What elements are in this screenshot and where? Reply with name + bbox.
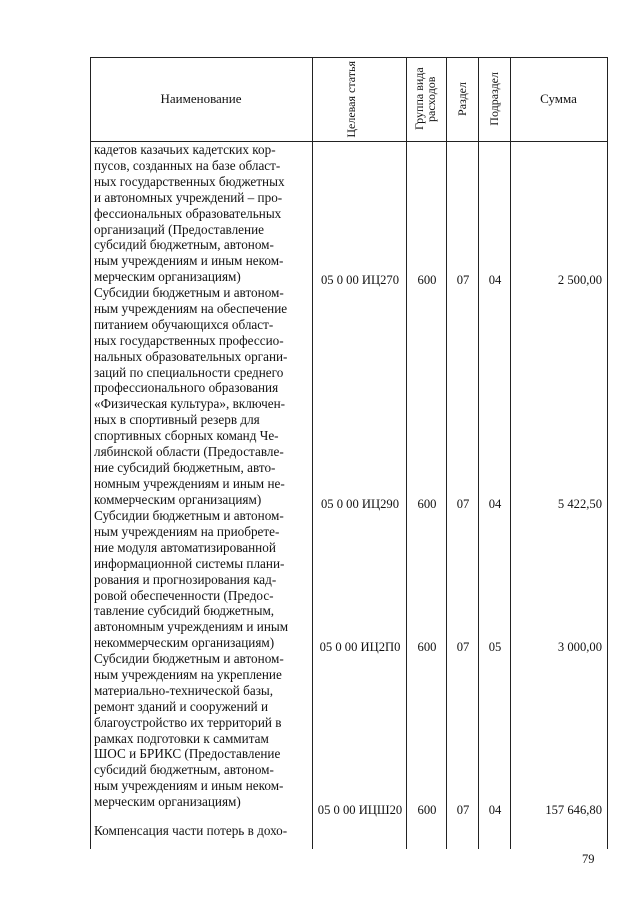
name-line: спортивных сборных команд Че- (94, 428, 279, 444)
row-target-article: 05 0 00 ИЦ2П0 (319, 640, 401, 654)
header-sum (510, 57, 607, 141)
name-line: коммерческим организациям) (94, 491, 262, 507)
name-line: ШОС и БРИКС (Предоставление (94, 746, 281, 762)
name-line: нальных образовательных органи- (94, 348, 288, 364)
name-line: номным учреждениям и иным не- (94, 475, 285, 491)
header-section (446, 57, 478, 141)
name-line: некоммерческим организациям) (94, 635, 275, 651)
header-subsection (478, 57, 510, 141)
header-target-article (312, 57, 406, 141)
name-line: лябинской области (Предоставле- (94, 444, 284, 460)
name-line: ремонт зданий и сооружений и (94, 698, 269, 714)
header-sum-label: Сумма (540, 91, 577, 106)
row-name (94, 142, 310, 285)
header-section-label: Раздел (455, 82, 469, 116)
row-expense-group: 600 (417, 640, 437, 654)
header-expense-group-label: Группа вида расходов (412, 67, 438, 131)
row-section: 07 (456, 803, 470, 817)
name-line: и автономных учреждений – про- (94, 189, 283, 205)
table-border-left (90, 57, 91, 849)
name-line: Субсидии бюджетным и автоном- (94, 508, 284, 523)
row-name (94, 285, 310, 508)
name-line: Субсидии бюджетным и автоном- (94, 285, 284, 300)
name-line: ным учреждениям на приобрете- (94, 523, 280, 539)
header-target-article-label: Целевая статья (344, 60, 358, 138)
row-expense-group: 600 (417, 273, 437, 287)
name-line: ных государственных бюджетных (94, 173, 285, 189)
header-name (90, 57, 312, 141)
row-section: 07 (456, 497, 470, 511)
name-line: «Физическая культура», включен- (94, 396, 286, 412)
row-subsection: 04 (488, 803, 502, 817)
name-line: благоустройство их территорий в (94, 714, 282, 730)
name-line: фессиональных образовательных (94, 205, 282, 221)
row-name (94, 651, 310, 810)
header-expense-group (406, 57, 446, 141)
column-divider (446, 57, 447, 849)
row-target-article: 05 0 00 ИЦШ20 (317, 803, 403, 817)
name-line: тавление субсидий бюджетным, (94, 603, 275, 619)
column-divider (312, 57, 313, 849)
name-line: мерческим организациям) (94, 794, 241, 810)
name-line: автономным учреждениям и иным (94, 619, 289, 635)
row-expense-group: 600 (417, 497, 437, 511)
header-name-label: Наименование (160, 91, 242, 106)
header-subsection-label: Подраздел (487, 72, 501, 126)
name-line: ным учреждениям на обеспечение (94, 300, 288, 316)
name-line: ние субсидий бюджетным, авто- (94, 459, 276, 475)
row-subsection: 04 (488, 273, 502, 287)
page-number: 79 (582, 852, 595, 866)
column-divider (406, 57, 407, 849)
name-line: профессионального образования (94, 380, 279, 396)
name-line: ровой обеспеченности (Предос- (94, 587, 274, 603)
row-name (94, 823, 310, 839)
row-section: 07 (456, 640, 470, 654)
name-line: материально-технической базы, (94, 682, 274, 698)
column-divider (510, 57, 511, 849)
name-line: рования и прогнозирования кад- (94, 571, 277, 587)
name-line: субсидий бюджетным, автоном- (94, 237, 274, 253)
table-border-right (607, 57, 608, 849)
row-sum: 5 422,50 (557, 497, 602, 511)
budget-table (90, 57, 608, 849)
row-sum: 157 646,80 (545, 803, 602, 817)
row-subsection: 04 (488, 497, 502, 511)
name-line: Компенсация части потерь в дохо- (94, 823, 288, 838)
row-sum: 3 000,00 (557, 640, 602, 654)
row-target-article: 05 0 00 ИЦ270 (320, 273, 399, 287)
column-divider (478, 57, 479, 849)
name-line: информационной системы плани- (94, 555, 285, 571)
name-line: питанием обучающихся област- (94, 316, 274, 332)
name-line: кадетов казачьих кадетских кор- (94, 142, 276, 157)
name-line: ние модуля автоматизированной (94, 539, 276, 555)
name-line: субсидий бюджетным, автоном- (94, 762, 274, 778)
name-line: ных государственных профессио- (94, 332, 284, 348)
name-line: ным учреждениям на укрепление (94, 666, 282, 682)
row-expense-group: 600 (417, 803, 437, 817)
row-section: 07 (456, 273, 470, 287)
name-line: ным учреждениям и иным неком- (94, 778, 284, 794)
name-line: заций по специальности среднего (94, 364, 284, 380)
row-target-article: 05 0 00 ИЦ290 (320, 497, 399, 511)
name-line: организаций (Предоставление (94, 221, 265, 237)
name-line: ных в спортивный резерв для (94, 412, 260, 428)
row-sum: 2 500,00 (557, 273, 602, 287)
name-line: Субсидии бюджетным и автоном- (94, 651, 284, 666)
name-line: мерческим организациям) (94, 269, 241, 285)
row-subsection: 05 (488, 640, 502, 654)
name-line: пусов, созданных на базе област- (94, 157, 281, 173)
name-line: ным учреждениям и иным неком- (94, 253, 284, 269)
row-name (94, 508, 310, 651)
name-line: рамках подготовки к саммитам (94, 730, 269, 746)
